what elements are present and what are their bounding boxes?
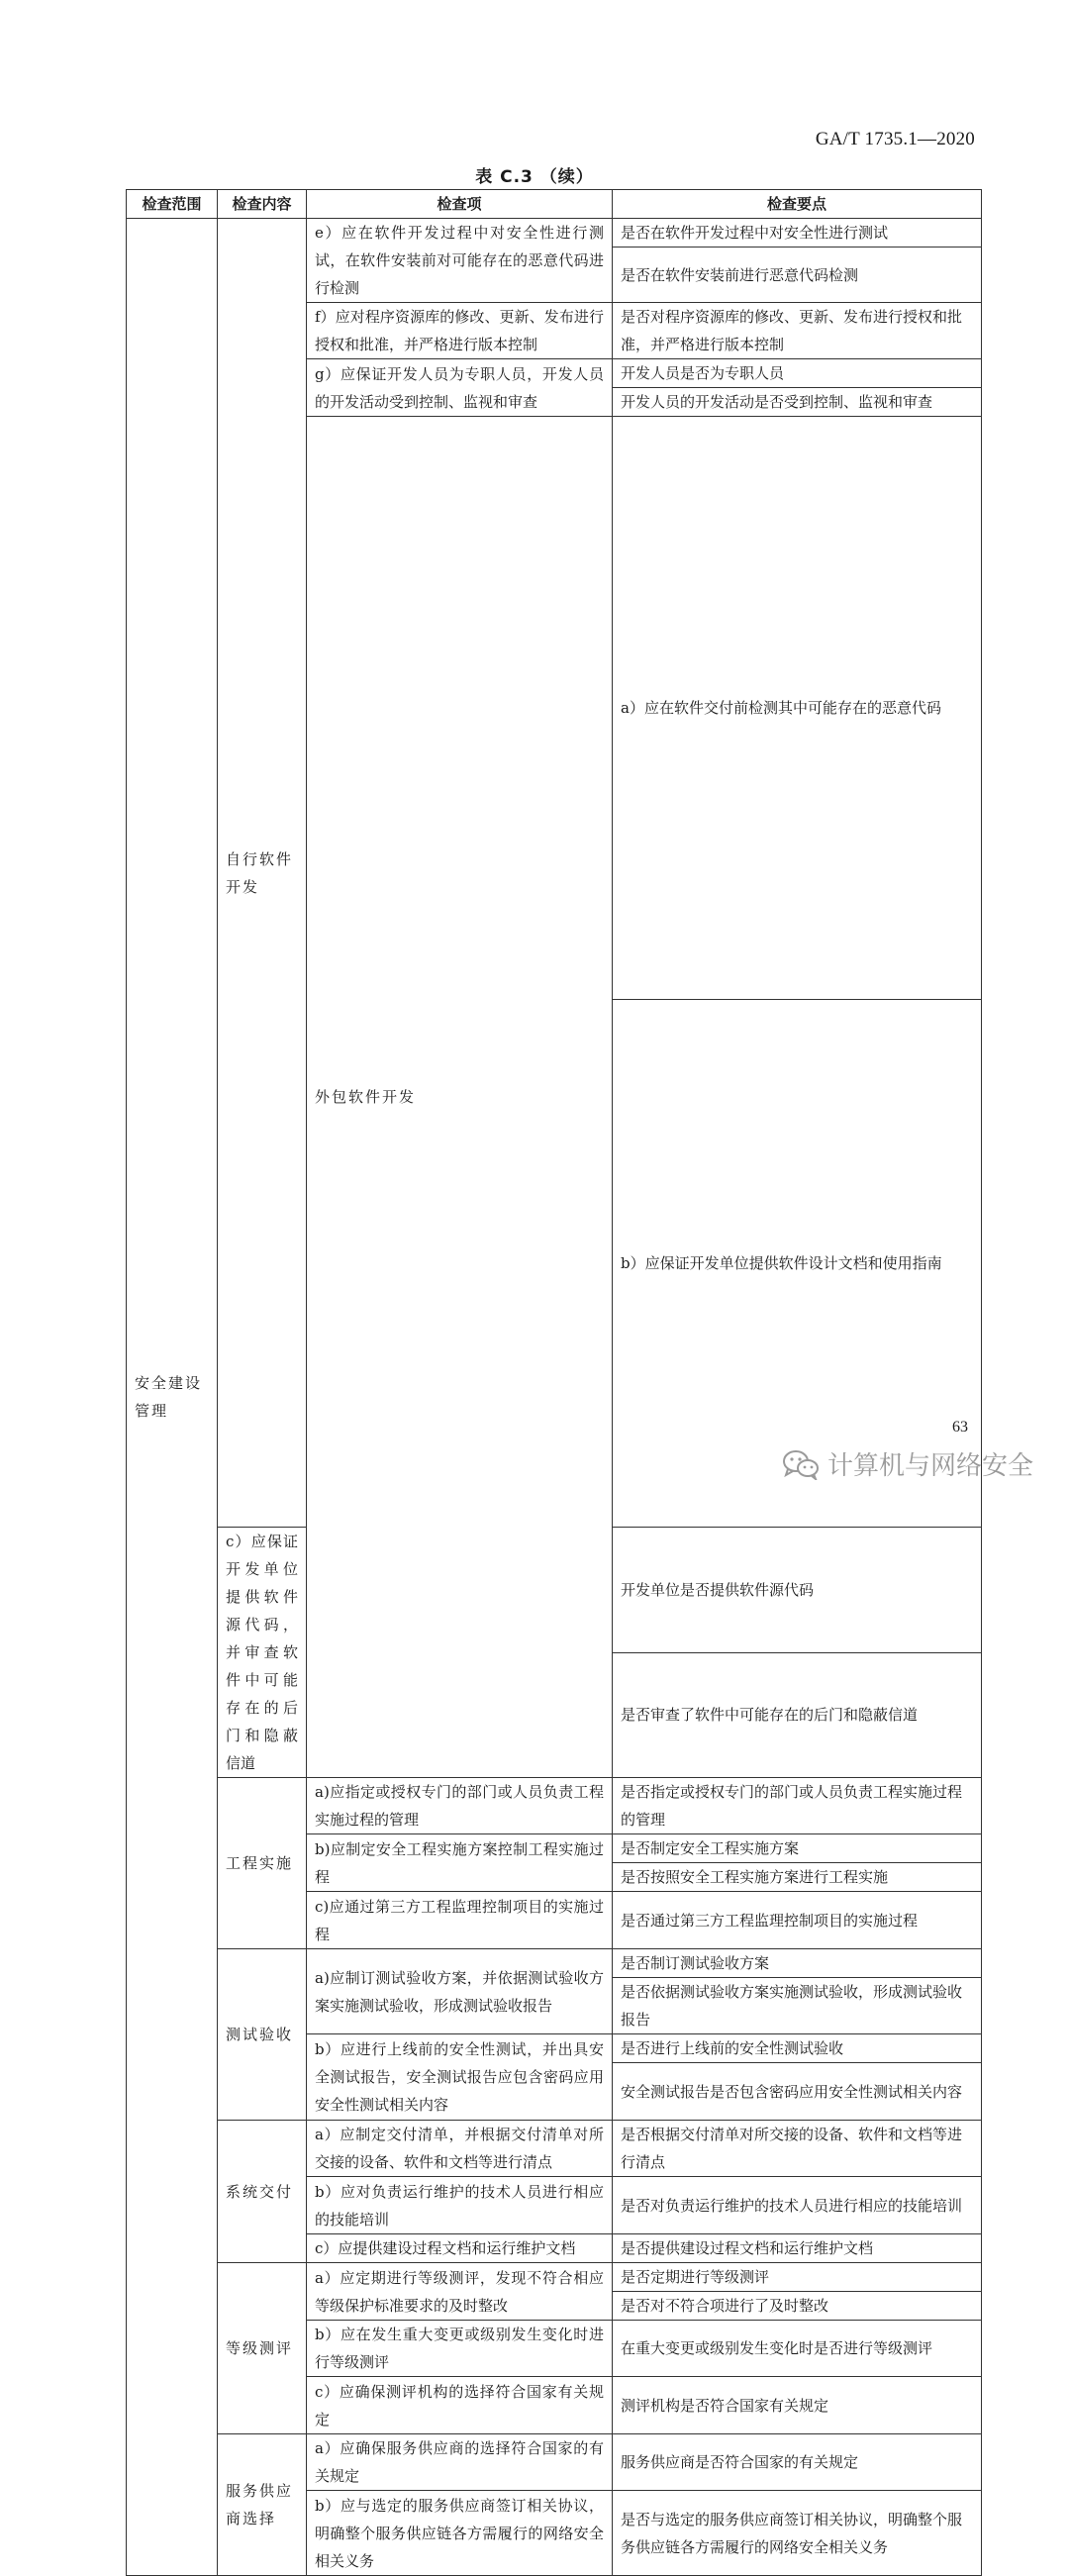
- point-cell: 在重大变更或级别发生变化时是否进行等级测评: [613, 2321, 982, 2377]
- item-cell: a)应指定或授权专门的部门或人员负责工程实施过程的管理: [307, 1778, 613, 1834]
- point-cell: 是否在软件开发过程中对安全性进行测试: [613, 219, 982, 248]
- point-cell: 是否在软件安装前进行恶意代码检测: [613, 248, 982, 303]
- item-cell: a）应制定交付清单，并根据交付清单对所交接的设备、软件和文档等进行清点: [307, 2121, 613, 2177]
- page-number: 63: [952, 1419, 968, 1436]
- item-cell: e）应在软件开发过程中对安全性进行测试，在软件安装前对可能存在的恶意代码进行检测: [307, 219, 613, 303]
- table-row: [127, 1949, 982, 1978]
- item-cell: b）应对负责运行维护的技术人员进行相应的技能培训: [307, 2177, 613, 2234]
- table-header-row: [127, 190, 982, 219]
- item-cell: c）应提供建设过程文档和运行维护文档: [307, 2234, 613, 2263]
- scope-cell: 安全建设管理: [127, 219, 218, 2576]
- point-cell: 服务供应商是否符合国家的有关规定: [613, 2434, 982, 2491]
- col-header-content: 检查内容: [218, 190, 307, 219]
- watermark: [782, 1445, 1033, 1482]
- col-header-item: 检查项: [307, 190, 613, 219]
- point-cell: 开发人员是否为专职人员: [613, 359, 982, 388]
- item-cell: b)应制定安全工程实施方案控制工程实施过程: [307, 1834, 613, 1892]
- point-cell: 是否制定安全工程实施方案: [613, 1834, 982, 1863]
- item-cell: g）应保证开发人员为专职人员，开发人员的开发活动受到控制、监视和审查: [307, 359, 613, 417]
- point-cell: 开发单位是否提供软件源代码: [613, 1528, 982, 1653]
- point-cell: 是否与选定的服务供应商签订相关协议，明确整个服务供应链各方需履行的网络安全相关义务: [613, 2491, 982, 2576]
- item-cell: b）应进行上线前的安全性测试，并出具安全测试报告，安全测试报告应包含密码应用安全性测试相关内容: [307, 2034, 613, 2121]
- inspection-table: [126, 189, 982, 2576]
- item-cell: f）应对程序资源库的修改、更新、发布进行授权和批准，并严格进行版本控制: [307, 303, 613, 359]
- point-cell: 测评机构是否符合国家有关规定: [613, 2377, 982, 2434]
- table-row: [127, 2263, 982, 2292]
- point-cell: 是否按照安全工程实施方案进行工程实施: [613, 1863, 982, 1892]
- content-cell: 自行软件开发: [218, 219, 307, 1528]
- item-cell: b）应保证开发单位提供软件设计文档和使用指南: [613, 1000, 982, 1528]
- item-cell: c)应通过第三方工程监理控制项目的实施过程: [307, 1892, 613, 1949]
- point-cell: 是否提供建设过程文档和运行维护文档: [613, 2234, 982, 2263]
- point-cell: 安全测试报告是否包含密码应用安全性测试相关内容: [613, 2063, 982, 2121]
- watermark-text: 计算机与网络安全: [826, 1451, 1033, 1481]
- point-cell: 是否定期进行等级测评: [613, 2263, 982, 2292]
- item-cell: b）应与选定的服务供应商签订相关协议，明确整个服务供应链各方需履行的网络安全相关义务: [307, 2491, 613, 2576]
- content-cell: 服务供应商选择: [218, 2434, 307, 2576]
- item-cell: a）应定期进行等级测评，发现不符合相应等级保护标准要求的及时整改: [307, 2263, 613, 2321]
- table-row: [127, 1778, 982, 1834]
- point-cell: 是否对程序资源库的修改、更新、发布进行授权和批准，并严格进行版本控制: [613, 303, 982, 359]
- table-row: [127, 219, 982, 248]
- point-cell: 是否指定或授权专门的部门或人员负责工程实施过程的管理: [613, 1778, 982, 1834]
- item-cell: a)应制订测试验收方案，并依据测试验收方案实施测试验收，形成测试验收报告: [307, 1949, 613, 2034]
- point-cell: 是否制订测试验收方案: [613, 1949, 982, 1978]
- content-cell: 等级测评: [218, 2263, 307, 2434]
- item-cell: b）应在发生重大变更或级别发生变化时进行等级测评: [307, 2321, 613, 2377]
- col-header-scope: 检查范围: [127, 190, 218, 219]
- table-row: [127, 2121, 982, 2177]
- content-cell: 外包软件开发: [307, 417, 613, 1778]
- point-cell: 开发人员的开发活动是否受到控制、监视和审查: [613, 388, 982, 417]
- col-header-point: 检查要点: [613, 190, 982, 219]
- wechat-icon: [782, 1448, 820, 1480]
- point-cell: 是否进行上线前的安全性测试验收: [613, 2034, 982, 2063]
- point-cell: 是否根据交付清单对所交接的设备、软件和文档等进行清点: [613, 2121, 982, 2177]
- table-caption: 表 C.3 （续）: [475, 167, 594, 187]
- point-cell: 是否对负责运行维护的技术人员进行相应的技能培训: [613, 2177, 982, 2234]
- item-cell: c）应确保测评机构的选择符合国家有关规定: [307, 2377, 613, 2434]
- item-cell: a）应确保服务供应商的选择符合国家的有关规定: [307, 2434, 613, 2491]
- point-cell: 是否审查了软件中可能存在的后门和隐蔽信道: [613, 1652, 982, 1778]
- standard-code: GA/T 1735.1—2020: [815, 129, 975, 149]
- content-cell: 系统交付: [218, 2121, 307, 2263]
- table-row: [127, 2434, 982, 2491]
- item-cell: c）应保证开发单位提供软件源代码，并审查软件中可能存在的后门和隐蔽信道: [218, 1528, 307, 1778]
- item-cell: a）应在软件交付前检测其中可能存在的恶意代码: [613, 417, 982, 1000]
- point-cell: 是否依据测试验收方案实施测试验收，形成测试验收报告: [613, 1978, 982, 2034]
- content-cell: 工程实施: [218, 1778, 307, 1949]
- point-cell: 是否对不符合项进行了及时整改: [613, 2292, 982, 2321]
- point-cell: 是否通过第三方工程监理控制项目的实施过程: [613, 1892, 982, 1949]
- content-cell: 测试验收: [218, 1949, 307, 2121]
